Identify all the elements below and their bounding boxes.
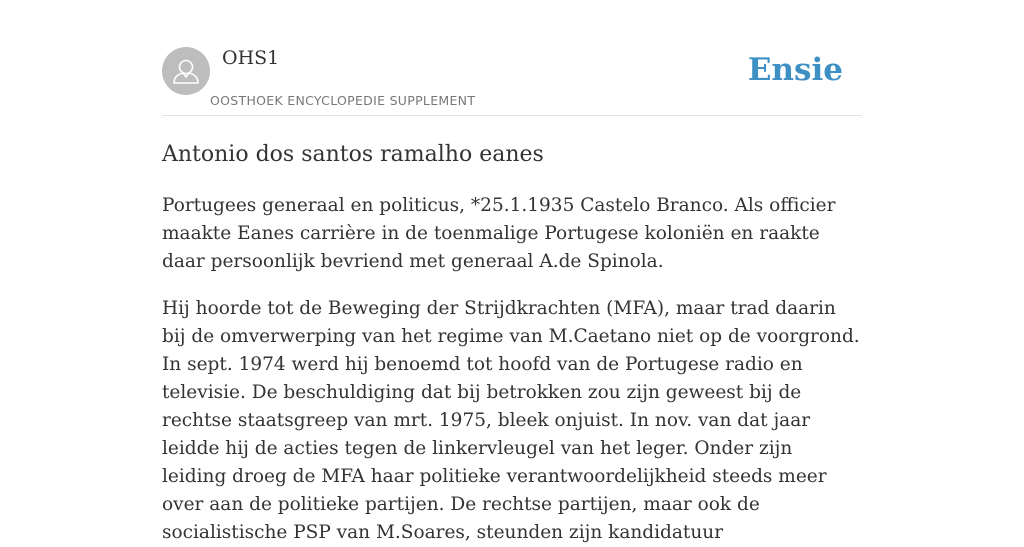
username[interactable]: OHS1	[222, 47, 280, 69]
source-label[interactable]: OOSTHOEK ENCYCLOPEDIE SUPPLEMENT	[210, 93, 476, 108]
header-divider	[162, 115, 862, 116]
header	[162, 46, 862, 116]
avatar[interactable]	[162, 47, 210, 95]
article	[162, 138, 862, 547]
article-title: Antonio dos santos ramalho eanes	[162, 142, 544, 167]
article-paragraph: Portugees generaal en politicus, *25.1.1935 Castelo Branco. Als officier maakte Eanes carrière in de toenmalige Portugese koloniën en raakte daar persoonlijk bevriend met generaal A.de Spinola.	[162, 195, 836, 272]
brand-logo[interactable]: Ensie	[747, 52, 843, 88]
article-paragraph: Hij hoorde tot de Beweging der Strijdkrachten (MFA), maar trad daarin bij de omverwerping van het regime van M.Caetano niet op de voorgrond. In sept. 1974 werd hij benoemd tot hoofd van de Portugese radio en televisie. De beschuldiging dat bij betrokken zou zijn geweest bij de rechtse staatsgreep van mrt. 1975, bleek onjuist. In nov. van dat jaar leidde hij de acties tegen de linkervleugel van het leger. Onder zijn leiding droeg de MFA haar politieke verantwoordelijkheid steeds meer over aan de politieke partijen. De rechtse partijen, maar ook de socialistische PSP van M.Soares, steunden zijn kandidatuur	[162, 298, 860, 543]
user-silhouette-icon	[162, 47, 210, 95]
